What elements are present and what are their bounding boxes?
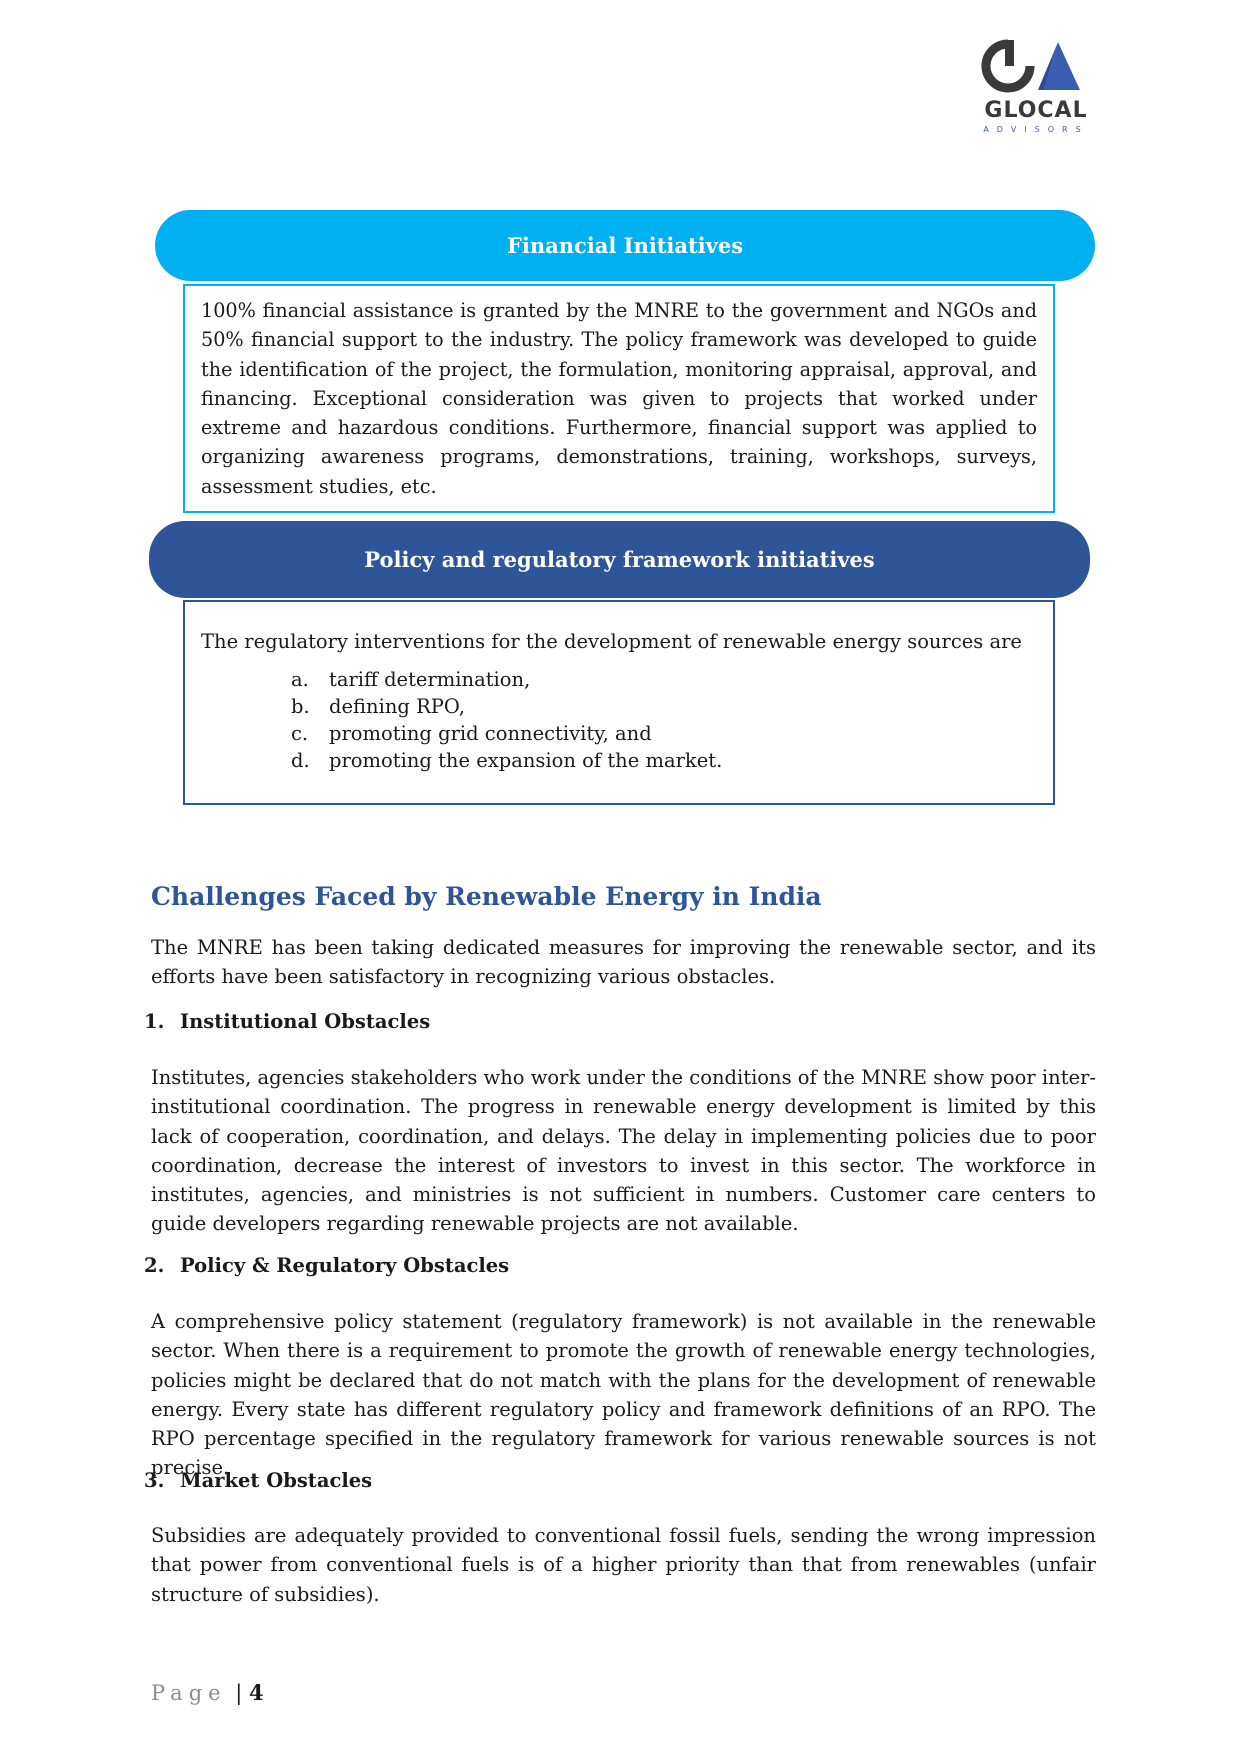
financial-initiatives-box — [183, 284, 1055, 513]
policy-interventions-list — [201, 666, 1037, 774]
logo-tagline: ADVISORS — [983, 125, 1089, 134]
list-item — [291, 720, 1037, 747]
section-title-text: Market Obstacles — [180, 1469, 373, 1492]
list-item-text: promoting the expansion of the market. — [329, 749, 723, 773]
list-item — [291, 666, 1037, 693]
list-marker: a. — [291, 668, 309, 692]
section-number: 2. — [144, 1254, 165, 1277]
page-separator: | — [235, 1681, 243, 1705]
section-text-institutional: Institutes, agencies stakeholders who work under the conditions of the MNRE show poor inter-institutional coordination. The progress in renewable energy development is limited by this lack of cooperation, coordination, and delays. The delay in implementing policies due to poor coordination, decrease the interest of investors to invest in this sector. The workforce in institutes, agencies, and ministries is not sufficient in numbers. Customer care centers to guide developers regarding renewable projects are not available. — [151, 1066, 1096, 1236]
list-item — [291, 693, 1037, 720]
logo-name: GLOCAL — [984, 98, 1088, 123]
list-item-text: defining RPO, — [329, 695, 465, 719]
section-number: 1. — [144, 1010, 165, 1033]
page-label: Page — [151, 1681, 227, 1705]
list-marker: d. — [291, 749, 310, 773]
logo-mark-icon — [980, 38, 1092, 98]
section-text-policy-regulatory: A comprehensive policy statement (regulatory framework) is not available in the renewable sector. When there is a requirement to promote the growth of renewable energy technologies, policies might be declared that do not match with the plans for the development of renewable energy. Every state has different regulatory policy and framework definitions of an RPO. The RPO percentage specified in the regulatory framework for various renewable sources is not precise. — [151, 1310, 1096, 1480]
list-item-text: tariff determination, — [329, 668, 531, 692]
challenges-heading: Challenges Faced by Renewable Energy in India — [151, 882, 822, 911]
section-number: 3. — [144, 1469, 165, 1492]
page-footer — [151, 1680, 264, 1705]
policy-initiatives-header — [149, 521, 1090, 598]
section-title-text: Institutional Obstacles — [180, 1010, 431, 1033]
company-logo — [980, 38, 1092, 138]
financial-initiatives-header — [155, 210, 1095, 281]
page-number: 4 — [249, 1680, 264, 1705]
section-title-institutional — [144, 1010, 430, 1033]
financial-initiatives-text: 100% financial assistance is granted by the MNRE to the government and NGOs and 50% financial support to the industry. The policy framework was developed to guide the identification of the project, the formulation, monitoring appraisal, approval, and financing. Exceptional consideration was given to projects that worked under extreme and hazardous conditions. Furthermore, financial support was applied to organizing awareness programs, demonstrations, training, workshops, surveys, assessment studies, etc. — [201, 299, 1037, 498]
section-text-market: Subsidies are adequately provided to conventional fossil fuels, sending the wrong impression that power from conventional fuels is of a higher priority than that from renewables (unfair structure of subsidies). — [151, 1524, 1096, 1606]
list-item — [291, 747, 1037, 774]
list-marker: c. — [291, 722, 309, 746]
section-title-text: Policy & Regulatory Obstacles — [180, 1254, 510, 1277]
list-item-text: promoting grid connectivity, and — [329, 722, 652, 746]
challenges-intro: The MNRE has been taking dedicated measures for improving the renewable sector, and its efforts have been satisfactory in recognizing various obstacles. — [151, 936, 1096, 989]
section-title-market — [144, 1469, 372, 1492]
policy-intro-text: The regulatory interventions for the development of renewable energy sources are — [201, 630, 1022, 653]
policy-initiatives-title: Policy and regulatory framework initiatives — [364, 547, 875, 572]
section-title-policy-regulatory — [144, 1254, 509, 1277]
list-marker: b. — [291, 695, 310, 719]
policy-initiatives-box — [183, 600, 1055, 805]
financial-initiatives-title: Financial Initiatives — [506, 233, 744, 258]
